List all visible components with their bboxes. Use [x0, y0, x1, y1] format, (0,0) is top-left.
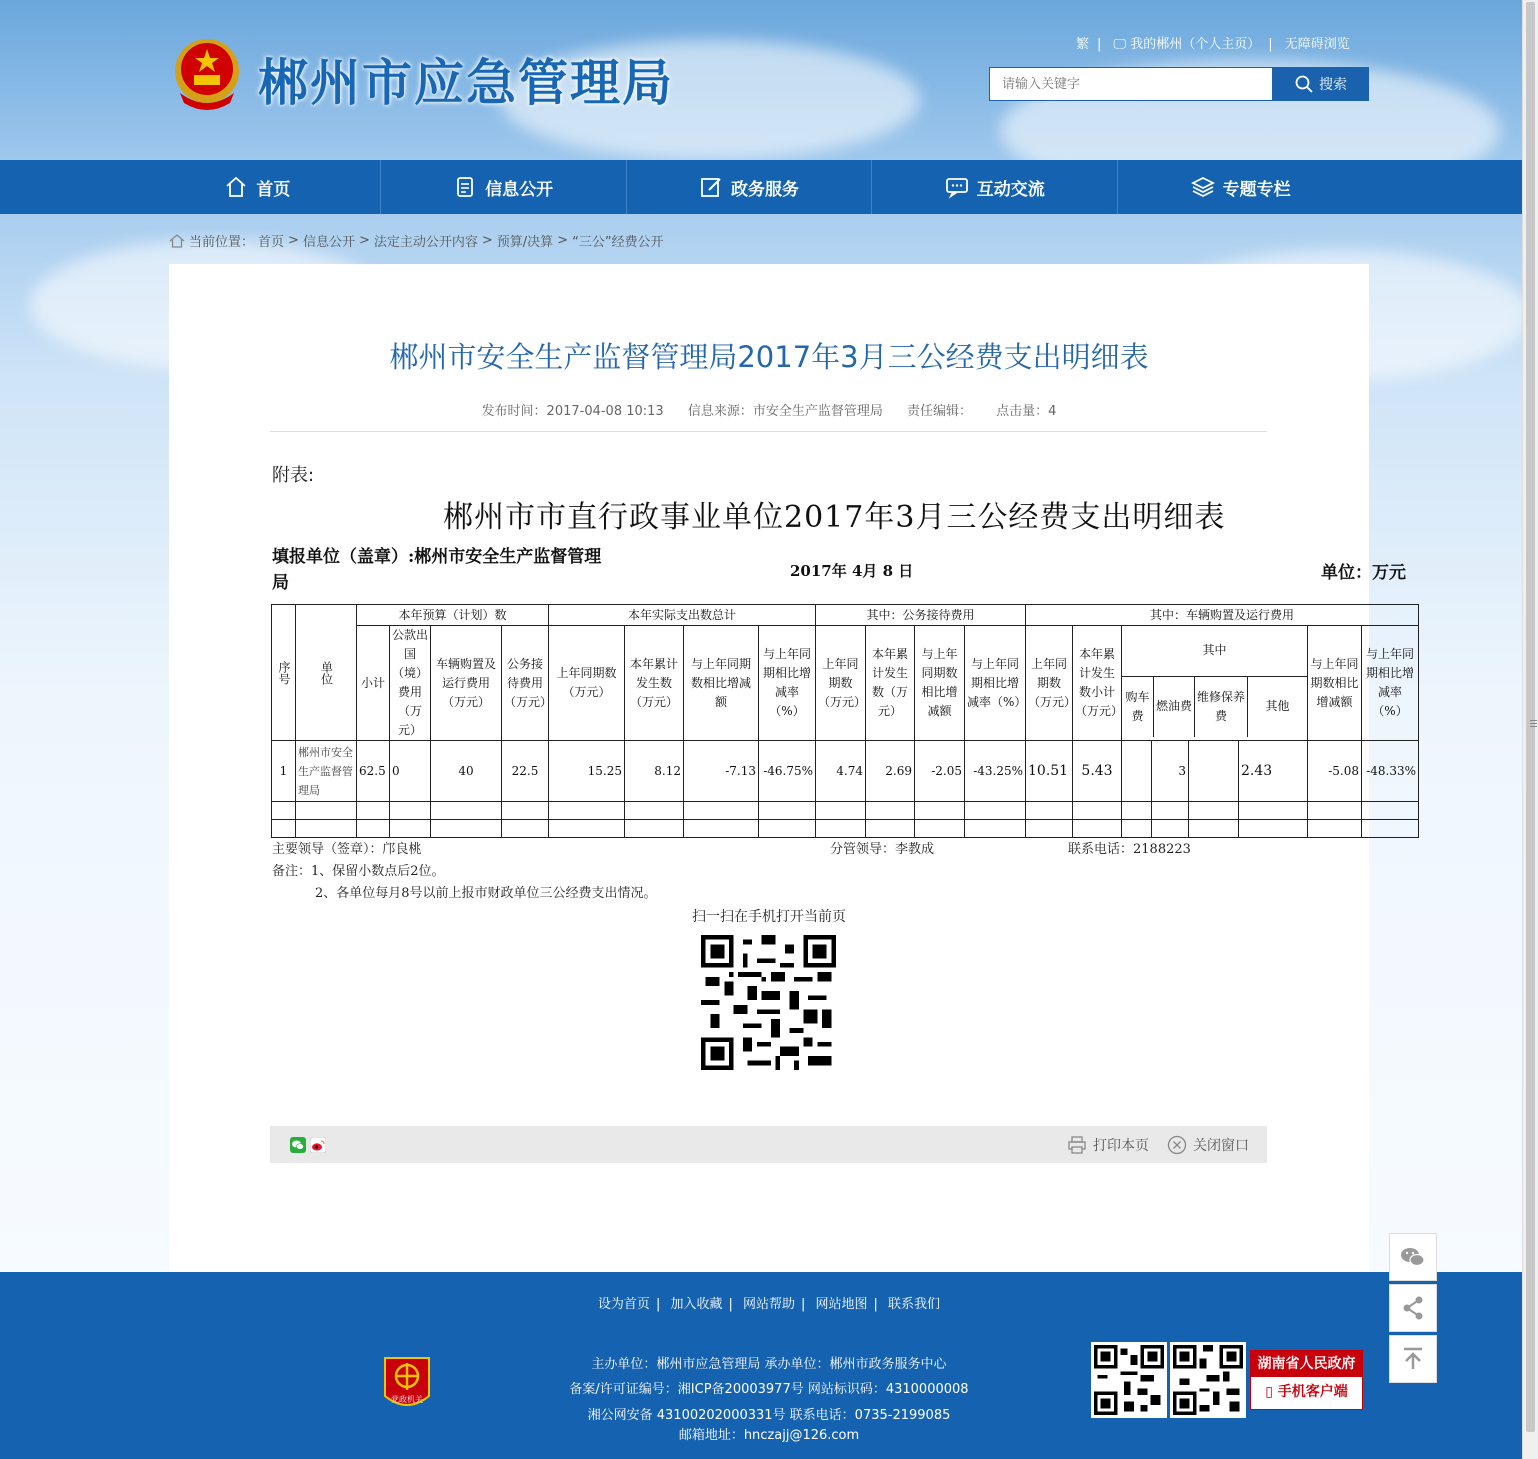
breadcrumb-item[interactable]: 法定主动公开内容 — [373, 235, 478, 250]
header-cell: 与上年同期相比增减率（%） — [965, 626, 1026, 741]
article-title: 郴州市安全生产监督管理局2017年3月三公经费支出明细表 — [389, 340, 1149, 374]
page-qr-code — [701, 935, 836, 1070]
cell-subtotal: 62.5 — [357, 741, 390, 802]
cell-v-repair — [1189, 741, 1239, 802]
click-count: 点击量：4 — [996, 404, 1057, 419]
table-row — [272, 626, 1419, 741]
nav-item-info-open[interactable] — [381, 160, 627, 214]
footer-links: 设为首页 | 加入收藏 | 网站帮助 | 网站地图 | 联系我们 — [597, 1297, 941, 1312]
header-vehicle-breakdown — [1122, 626, 1308, 741]
nav-item-label: 专题专栏 — [1222, 179, 1291, 200]
search-button-label: 搜索 — [1319, 77, 1347, 93]
cell-cumulative: 8.12 — [625, 741, 684, 802]
header-cell: 维修保养费 — [1195, 676, 1248, 737]
cell-r-last: 4.74 — [816, 741, 866, 802]
group-budget: 本年预算（计划）数 — [357, 605, 549, 626]
cell-v-other: 2.43 — [1239, 741, 1308, 802]
cell-reception: 22.5 — [502, 741, 549, 802]
phone-icon: ▯ — [1265, 1384, 1273, 1400]
contact-phone: 联系电话：2188223 — [1068, 842, 1191, 857]
header-cell: 与上年同期相比增减率（%） — [759, 626, 816, 741]
breadcrumb-item[interactable]: “三公”经费公开 — [572, 235, 664, 250]
cell-v-cum: 5.43 — [1073, 741, 1122, 802]
nav-item-label: 互动交流 — [976, 179, 1045, 200]
breadcrumb-sep: > — [557, 233, 569, 248]
group-reception: 其中：公务接待费用 — [816, 605, 1026, 626]
header-cell: 本年累计发生数（万元） — [866, 626, 915, 741]
breadcrumb-sep: > — [358, 233, 370, 248]
print-button[interactable] — [1067, 1135, 1149, 1155]
print-label: 打印本页 — [1093, 1138, 1149, 1154]
footer-link-help[interactable]: 网站帮助 — [742, 1297, 795, 1312]
header-cell: 上年同期数（万元） — [1026, 626, 1073, 741]
footer-host: 主办单位：郴州市应急管理局 承办单位：郴州市政务服务中心 — [591, 1357, 947, 1372]
cell-r-diff: -2.05 — [915, 741, 965, 802]
breadcrumb-item[interactable]: 首页 — [258, 235, 285, 250]
close-window-button[interactable] — [1167, 1135, 1249, 1155]
accessible-browse-link[interactable]: 无障碍浏览 — [1284, 37, 1350, 52]
search-input[interactable] — [1000, 68, 1264, 100]
breadcrumb-item[interactable]: 预算/决算 — [496, 235, 554, 250]
breadcrumb-sep: > — [288, 233, 299, 248]
search-button[interactable] — [1273, 67, 1369, 101]
deputy-leader: 分管领导：李教成 — [830, 842, 935, 857]
breadcrumb-item[interactable]: 信息公开 — [302, 235, 355, 250]
cell-v-fuel: 3 — [1152, 741, 1189, 802]
share-icon — [1398, 1293, 1428, 1323]
header-cell: 本年累计发生数（万元） — [625, 626, 684, 741]
info-source: 信息来源：市安全生产监督管理局 — [687, 404, 883, 419]
nav-item-label: 信息公开 — [485, 179, 554, 200]
site-header — [0, 0, 1523, 160]
cell-rate: -46.75% — [759, 741, 816, 802]
wechat-icon — [1398, 1242, 1428, 1272]
report-date: 2017年 4月 8 日 — [790, 562, 914, 580]
app-qr-code — [1170, 1342, 1246, 1418]
footer-link-sitemap[interactable]: 网站地图 — [815, 1297, 868, 1312]
search-box — [989, 67, 1273, 101]
table-row — [272, 741, 1419, 802]
header-unit: 单位 — [296, 605, 357, 741]
close-icon — [1167, 1135, 1187, 1155]
header-cell: 小计 — [357, 626, 390, 741]
cell-last-period: 15.25 — [549, 741, 625, 802]
party-gov-badge-text: 党政机关 — [391, 1395, 423, 1404]
monitor-icon: 🖵 — [1113, 37, 1127, 52]
group-actual: 本年实际支出数总计 — [549, 605, 816, 626]
footer-link-favorite[interactable]: 加入收藏 — [670, 1297, 723, 1312]
cell-abroad: 0 — [390, 741, 431, 802]
my-chenzhou-link[interactable]: 我的郴州（个人主页） — [1130, 37, 1261, 52]
cell-r-rate: -43.25% — [965, 741, 1026, 802]
header-cell: 购车费 — [1122, 676, 1154, 737]
reporting-unit: 填报单位（盖章）:郴州市安全生产监督管理局 — [272, 547, 602, 593]
hunan-gov-app-badge[interactable] — [1250, 1350, 1363, 1410]
table-row — [272, 605, 1419, 626]
weibo-icon[interactable] — [310, 1137, 326, 1153]
search-icon — [1295, 75, 1313, 93]
unit-label: 单位：万元 — [1321, 563, 1406, 583]
nav-item-special-topics[interactable] — [1118, 160, 1363, 214]
back-to-top-button[interactable] — [1389, 1335, 1437, 1383]
wechat-float-button[interactable] — [1389, 1233, 1437, 1281]
close-label: 关闭窗口 — [1193, 1138, 1249, 1154]
share-float-button[interactable] — [1389, 1284, 1437, 1332]
header-cell: 燃油费 — [1154, 676, 1195, 737]
header-cell: 其中 — [1122, 626, 1307, 676]
divider — [270, 431, 1267, 432]
nav-item-interaction[interactable] — [872, 160, 1118, 214]
top-links: 繁 | 🖵 我的郴州（个人主页） | 无障碍浏览 — [1076, 37, 1350, 52]
note-line-1: 备注：1、保留小数点后2位。 — [272, 864, 445, 879]
hunan-gov-title: 湖南省人民政府 — [1251, 1351, 1362, 1377]
header-cell: 与上年同期数相比增减额 — [915, 626, 965, 741]
wechat-icon[interactable] — [290, 1137, 306, 1153]
footer-police: 湘公网安备 43100202000331号 联系电话：0735-2199085 — [587, 1408, 951, 1423]
header-cell: 上年同期数（万元） — [549, 626, 625, 741]
cell-v-rate: -48.33% — [1362, 741, 1419, 802]
header-cell: 本年累计发生数小计（万元） — [1073, 626, 1122, 741]
qr-caption: 扫一扫在手机打开当前页 — [692, 909, 846, 925]
nav-item-label: 政务服务 — [730, 179, 799, 200]
document-icon — [453, 175, 477, 199]
group-vehicle: 其中：车辆购置及运行费用 — [1026, 605, 1419, 626]
breadcrumb-sep: > — [481, 233, 493, 248]
header-seq: 序号 — [272, 605, 296, 741]
note-line-2: 2、各单位每月8号以前上报市财政单位三公经费支出情况。 — [315, 886, 657, 901]
header-cell: 上年同期数（万元） — [816, 626, 866, 741]
header-cell: 公务接待费用（万元） — [502, 626, 549, 741]
cell-v-diff: -5.08 — [1308, 741, 1362, 802]
attachment-label: 附表: — [272, 465, 315, 486]
printer-icon — [1067, 1135, 1087, 1155]
cell-vehicle: 40 — [431, 741, 502, 802]
footer-icp: 备案/许可证编号：湘ICP备20003977号 网站标识码：4310000008 — [569, 1382, 969, 1397]
site-title: 郴州市应急管理局 — [258, 54, 674, 112]
main-nav — [0, 160, 1523, 214]
header-cell: 公款出国（境）费用（万元） — [390, 626, 431, 741]
scrollbar-thumb[interactable] — [1526, 2, 1535, 1432]
side-tools — [1389, 1233, 1437, 1386]
edit-icon — [699, 175, 723, 199]
footer-link-contact[interactable]: 联系我们 — [888, 1297, 941, 1312]
footer-email: 邮箱地址：hnczajj@126.com — [678, 1428, 860, 1443]
nav-item-home[interactable] — [135, 160, 381, 214]
header-cell: 与上年同期相比增减率（%） — [1362, 626, 1419, 741]
home-icon — [224, 175, 248, 199]
breadcrumb — [169, 231, 664, 250]
home-icon — [169, 233, 185, 249]
cell-v-buy — [1122, 741, 1152, 802]
editor: 责任编辑： — [907, 404, 973, 419]
expense-table — [271, 604, 1419, 838]
cell-seq: 1 — [272, 741, 296, 802]
wechat-qr-code — [1091, 1342, 1167, 1418]
layers-icon — [1191, 175, 1215, 199]
cell-diff: -7.13 — [684, 741, 759, 802]
footer-link-home[interactable]: 设为首页 — [597, 1297, 650, 1312]
header-cell: 其他 — [1265, 699, 1290, 714]
cell-r-cum: 2.69 — [866, 741, 915, 802]
cell-unit: 郴州市安全生产监督管理局 — [296, 741, 357, 802]
publish-time: 发布时间：2017-04-08 10:13 — [481, 404, 664, 419]
table-row — [272, 820, 1419, 838]
nav-item-gov-service[interactable] — [627, 160, 873, 214]
share-bar — [270, 1126, 1267, 1163]
vertical-scrollbar[interactable] — [1522, 0, 1538, 1459]
arrow-up-icon — [1398, 1344, 1428, 1374]
table-row — [272, 802, 1419, 820]
traditional-chinese-link[interactable]: 繁 — [1076, 37, 1090, 52]
header-cell: 车辆购置及运行费用（万元） — [431, 626, 502, 741]
chat-icon — [945, 175, 969, 199]
document-title: 郴州市市直行政事业单位2017年3月三公经费支出明细表 — [443, 500, 1226, 535]
cell-v-last: 10.51 — [1026, 741, 1073, 802]
hunan-app-label: 手机客户端 — [1277, 1384, 1348, 1400]
article-meta — [0, 400, 1538, 419]
site-footer — [0, 1272, 1523, 1459]
header-cell: 与上年同期数相比增减额 — [1308, 626, 1362, 741]
national-emblem-icon — [172, 37, 242, 113]
nav-item-label: 首页 — [256, 179, 291, 200]
header-cell: 与上年同期数相比增减额 — [684, 626, 759, 741]
main-leader: 主要领导（签章）：邝良桃 — [272, 842, 422, 857]
breadcrumb-prefix: 当前位置： — [189, 235, 255, 250]
